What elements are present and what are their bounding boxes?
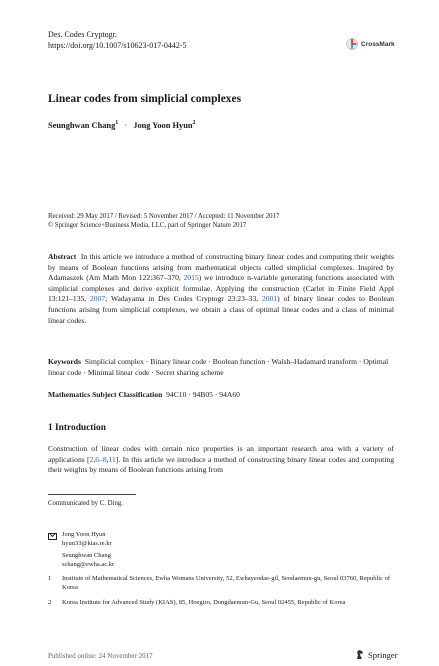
footnote-rule bbox=[48, 494, 136, 495]
doi-link[interactable]: https://doi.org/10.1007/s10623-017-0442-5 bbox=[48, 40, 187, 50]
affiliation-number: 1 bbox=[48, 575, 52, 583]
abstract bbox=[48, 252, 394, 326]
author-name: Seunghwan Chang bbox=[48, 120, 116, 130]
citation-link[interactable]: 6–8 bbox=[95, 454, 107, 464]
intro-paragraph bbox=[48, 444, 394, 476]
affiliation-text: Korea Institute for Advanced Study (KIAS), 85, Hoegiro, Dongdaemun-Gu, Seoul 02455, Republic of Korea bbox=[62, 598, 346, 606]
citation-link[interactable]: 2001 bbox=[261, 294, 278, 304]
affiliation bbox=[48, 599, 394, 608]
history-dates: Received: 29 May 2017 / Revised: 5 November 2017 / Accepted: 11 November 2017 bbox=[48, 213, 280, 220]
journal-header bbox=[48, 30, 187, 51]
citation-separator: , bbox=[93, 454, 96, 464]
affiliation-number: 2 bbox=[48, 598, 52, 606]
keywords-label: Keywords bbox=[48, 357, 81, 366]
envelope-icon bbox=[48, 533, 57, 540]
springer-horse-icon bbox=[355, 649, 365, 660]
publisher-name: Springer bbox=[368, 649, 398, 660]
section-heading bbox=[48, 423, 106, 433]
footnotes bbox=[48, 531, 394, 607]
msc-codes: 94C10 · 94B05 · 94A60 bbox=[166, 390, 240, 399]
paper-title: Linear codes from simplicial complexes bbox=[48, 93, 242, 105]
contact-email[interactable]: hyun33@kias.re.kr bbox=[62, 539, 112, 547]
published-online: Published online: 24 November 2017 bbox=[48, 652, 153, 660]
citation-link[interactable]: 2015 bbox=[183, 273, 199, 283]
abstract-text: ) of binary linear codes to Boolean functions arising from simplicial complexes, we obtain a class of optimal linear codes and a class of minimal linear codes. bbox=[48, 294, 394, 325]
communicated-by: Communicated by C. Ding. bbox=[48, 500, 123, 507]
citation-separator: , bbox=[106, 454, 109, 464]
affiliation bbox=[48, 575, 394, 592]
crossmark-badge[interactable] bbox=[346, 38, 395, 50]
subject-classification bbox=[48, 390, 394, 401]
citation-link[interactable]: 2 bbox=[89, 454, 94, 464]
msc-label: Mathematics Subject Classification bbox=[48, 390, 163, 399]
keywords-text: Simplicial complex · Binary linear code · Boolean function · Walsh–Hadamard transform · Optimal linear code · Minimal linear code · Secret sharing scheme bbox=[48, 357, 389, 377]
corresponding-author bbox=[48, 531, 394, 548]
contact-name: Seunghwan Chang bbox=[62, 552, 111, 560]
citation-link[interactable]: 11 bbox=[108, 454, 116, 464]
keywords bbox=[48, 357, 394, 378]
citation-link[interactable]: 2007 bbox=[89, 294, 106, 304]
section-title: Introduction bbox=[55, 423, 106, 433]
springer-logo bbox=[355, 649, 398, 660]
abstract-text: ) we introduce n-variable generating functions associated with simplicial complexes and derive explicit formulae. Applying the construction (Carlet in Finite Field Appl 13:121–135, bbox=[48, 273, 394, 304]
crossmark-icon bbox=[346, 38, 358, 50]
contact-name: Jong Yoon Hyun bbox=[62, 531, 106, 538]
copyright-line: © Springer Science+Business Media, LLC, part of Springer Nature 2017 bbox=[48, 222, 247, 230]
abstract-label: Abstract bbox=[48, 252, 77, 261]
body-text: ]. In this article we introduce a method of constructing binary linear codes and computing their weights by means of Boolean functions arising from bbox=[48, 454, 394, 475]
coauthor-contact bbox=[48, 552, 394, 569]
affiliation-text: Institute of Mathematical Sciences, Ewha Womans University, 52, Ewhayeodae-gil, Seodaemun-gu, Seoul 03760, Republic of Korea bbox=[62, 575, 391, 591]
journal-name: Des. Codes Cryptogr. bbox=[48, 30, 117, 39]
body-text: Construction of linear codes with certain nice properties is an important research area with a variety of applications [ bbox=[48, 444, 394, 464]
author-name: Jong Yoon Hyun bbox=[133, 120, 193, 130]
publication-history bbox=[48, 212, 394, 230]
author-list bbox=[48, 120, 196, 130]
crossmark-label: CrossMark bbox=[361, 40, 395, 48]
abstract-text: ; Wadayama in Des Codes Cryptogr 23:23–33, bbox=[105, 294, 262, 304]
author-affil-mark: 1 bbox=[115, 120, 119, 126]
author-affil-mark: 2 bbox=[192, 120, 196, 126]
abstract-text: In this article we introduce a method of constructing binary linear codes and computing their weights by means of Boolean functions arising from mathematical objects called simplicial complexes. Inspired by Adamaszek (Am Math Mon 122:367–370, bbox=[48, 252, 395, 283]
contact-email[interactable]: schang@ewha.ac.kr bbox=[62, 560, 115, 568]
author-separator: · bbox=[124, 120, 128, 130]
section-number: 1 bbox=[48, 423, 53, 433]
